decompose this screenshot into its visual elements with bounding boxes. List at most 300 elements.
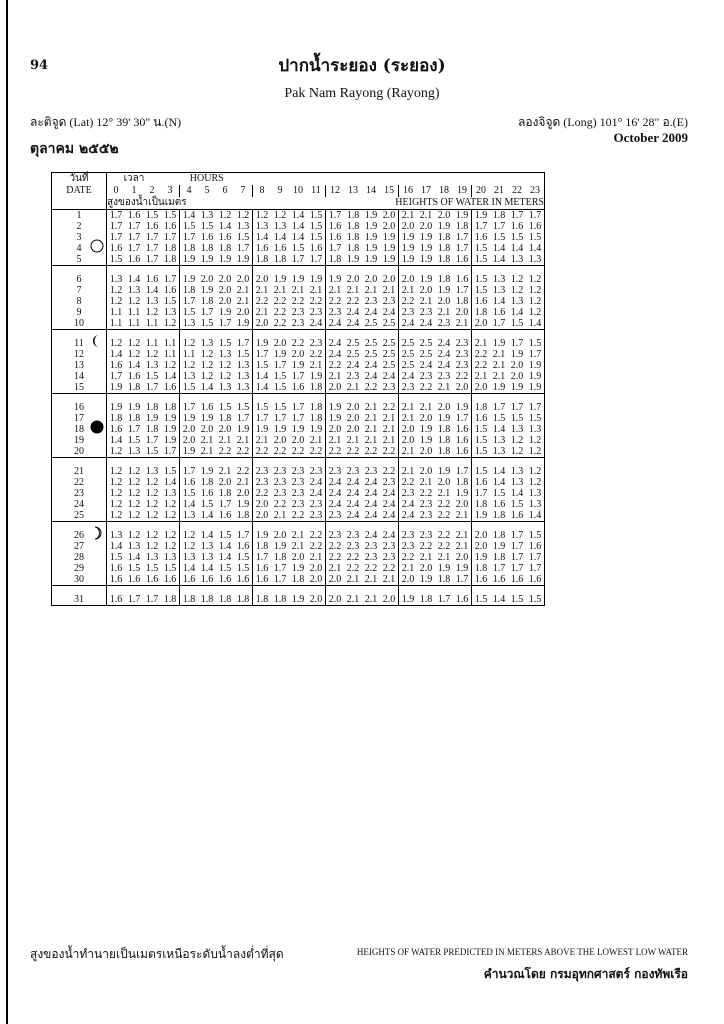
height-cell: 2.0 [346, 413, 360, 424]
spacer-cell [180, 458, 199, 467]
height-cell: 1.9 [307, 371, 326, 382]
height-cell: 1.2 [161, 510, 180, 522]
height-cell: 1.9 [200, 285, 214, 296]
day-cell [52, 499, 107, 510]
height-cell: 1.2 [526, 446, 545, 458]
height-cell: 1.8 [198, 594, 216, 606]
height-cell: 2.2 [362, 382, 380, 394]
height-cell: 1.8 [161, 402, 180, 413]
height-cell: 1.9 [161, 435, 180, 446]
height-cell: 2.1 [419, 210, 433, 221]
height-cell: 1.1 [161, 338, 180, 349]
height-cell: 1.6 [453, 435, 472, 446]
height-cell: 2.1 [218, 435, 232, 446]
spacer-cell [253, 266, 272, 275]
spacer-cell [161, 458, 180, 467]
height-cell: 1.7 [273, 360, 287, 371]
height-cell: 1.6 [255, 563, 269, 574]
height-cell: 2.2 [401, 296, 415, 307]
day-cell [52, 530, 107, 541]
height-cell: 1.3 [528, 499, 542, 510]
height-cell: 2.1 [328, 563, 342, 574]
spacer-cell [289, 394, 307, 403]
height-cell: 2.1 [364, 413, 378, 424]
tide-table-body [52, 173, 545, 606]
height-cell: 1.7 [127, 232, 141, 243]
height-cell: 2.1 [474, 338, 488, 349]
height-cell: 1.7 [271, 574, 289, 586]
height-cell: 2.4 [380, 371, 399, 382]
height-cell: 1.8 [161, 254, 180, 266]
block-spacer [52, 266, 545, 275]
height-cell: 1.3 [255, 221, 269, 232]
height-cell: 2.0 [437, 402, 451, 413]
height-cell: 1.9 [380, 254, 399, 266]
table-row [52, 574, 545, 586]
spacer-cell [271, 586, 289, 595]
height-cell: 1.5 [161, 210, 180, 222]
height-cell: 2.0 [326, 382, 345, 394]
height-cell: 1.2 [528, 477, 542, 488]
height-cell: 1.9 [474, 210, 488, 221]
spacer-cell [326, 266, 345, 275]
height-cell: 2.1 [419, 552, 433, 563]
height-cell: 2.2 [328, 541, 342, 552]
height-cell: 2.1 [401, 210, 415, 221]
spacer-cell [435, 266, 453, 275]
spacer-cell [180, 330, 199, 339]
day-cell [52, 477, 107, 488]
hour-label: 9 [277, 185, 283, 196]
spacer-cell [107, 394, 126, 403]
height-cell: 2.1 [437, 552, 451, 563]
height-cell: 2.3 [255, 477, 269, 488]
height-cell: 2.1 [328, 371, 342, 382]
height-cell: 2.2 [380, 563, 399, 574]
height-cell: 1.8 [200, 296, 214, 307]
height-cell: 1.5 [180, 382, 199, 394]
spacer-cell [307, 522, 326, 531]
height-cell: 2.2 [417, 382, 435, 394]
day-cell [52, 274, 107, 285]
height-cell: 2.1 [291, 285, 305, 296]
height-cell: 1.5 [234, 349, 253, 360]
height-cell: 2.2 [346, 296, 360, 307]
height-cell: 1.9 [437, 563, 451, 574]
height-cell: 1.7 [510, 541, 524, 552]
day-number: 22 [74, 477, 84, 488]
spacer-cell [143, 522, 161, 531]
height-cell: 1.6 [234, 574, 253, 586]
height-cell: 1.9 [182, 274, 196, 285]
height-cell: 1.2 [145, 488, 159, 499]
height-cell: 1.9 [218, 307, 232, 318]
height-cell: 2.0 [273, 435, 287, 446]
height-cell: 1.5 [234, 232, 253, 243]
spacer-cell [380, 394, 399, 403]
spacer-cell [271, 266, 289, 275]
spacer-cell [52, 394, 107, 403]
day-cell [52, 552, 107, 563]
spacer-cell [289, 522, 307, 531]
height-cell: 1.9 [216, 254, 234, 266]
height-cell: 1.8 [437, 232, 451, 243]
day-cell [52, 402, 107, 413]
height-cell: 1.8 [218, 488, 232, 499]
day-number: 12 [74, 349, 84, 360]
spacer-cell [526, 458, 545, 467]
height-cell: 2.0 [380, 594, 399, 606]
height-cell: 1.9 [182, 413, 196, 424]
height-cell: 2.3 [291, 499, 305, 510]
spacer-cell [453, 330, 472, 339]
spacer-cell [344, 266, 362, 275]
spacer-cell [508, 394, 526, 403]
height-cell: 1.2 [127, 499, 141, 510]
height-cell: 1.4 [182, 210, 196, 221]
height-cell: 1.1 [127, 307, 141, 318]
height-cell: 1.9 [198, 254, 216, 266]
height-cell: 1.9 [234, 318, 253, 330]
hour-label: 23 [530, 185, 540, 196]
height-cell: 1.2 [145, 349, 159, 360]
height-cell: 1.3 [145, 360, 159, 371]
day-cell [52, 243, 107, 254]
day-cell [52, 446, 107, 458]
spacer-cell [380, 586, 399, 595]
table-row [52, 424, 545, 435]
height-cell: 2.3 [307, 338, 326, 349]
height-cell: 2.2 [437, 499, 451, 510]
height-cell: 1.9 [307, 424, 326, 435]
height-cell: 2.4 [346, 360, 360, 371]
height-cell: 1.5 [307, 210, 326, 222]
height-cell: 1.2 [161, 541, 180, 552]
tide-table [51, 172, 545, 606]
height-cell: 2.4 [380, 530, 399, 541]
height-cell: 1.6 [492, 307, 506, 318]
spacer-cell [307, 266, 326, 275]
height-cell: 1.6 [198, 574, 216, 586]
height-cell: 1.1 [145, 338, 159, 349]
height-cell: 1.8 [346, 243, 360, 254]
spacer-cell [399, 458, 418, 467]
station-title-english: Pak Nam Rayong (Rayong) [284, 86, 440, 101]
height-cell: 2.3 [346, 541, 360, 552]
height-cell: 2.2 [307, 541, 326, 552]
height-cell: 2.0 [218, 274, 232, 285]
height-cell: 1.3 [161, 488, 180, 499]
height-cell: 1.6 [234, 541, 253, 552]
height-cell: 1.7 [510, 402, 524, 413]
height-cell: 2.1 [399, 446, 418, 458]
height-cell: 1.8 [216, 594, 234, 606]
height-cell: 1.7 [492, 402, 506, 413]
height-cell: 1.2 [127, 349, 141, 360]
table-row [52, 402, 545, 413]
height-cell: 1.5 [526, 594, 545, 606]
height-cell: 1.2 [218, 371, 232, 382]
day-cell [52, 541, 107, 552]
height-cell: 1.8 [271, 594, 289, 606]
height-cell: 1.9 [453, 402, 472, 413]
height-cell: 1.5 [143, 446, 161, 458]
height-cell: 2.3 [328, 530, 342, 541]
height-cell: 1.9 [161, 413, 180, 424]
height-cell: 1.6 [109, 424, 123, 435]
height-cell: 2.0 [291, 435, 305, 446]
height-cell: 1.3 [127, 541, 141, 552]
height-cell: 1.2 [145, 541, 159, 552]
table-row [52, 446, 545, 458]
height-cell: 2.1 [380, 413, 399, 424]
height-cell: 1.7 [234, 413, 253, 424]
height-cell: 1.7 [492, 221, 506, 232]
height-cell: 1.4 [492, 424, 506, 435]
height-cell: 2.0 [273, 530, 287, 541]
table-row [52, 413, 545, 424]
spacer-cell [143, 266, 161, 275]
height-cell: 2.3 [364, 552, 378, 563]
hour-label: 12 [330, 185, 340, 196]
height-cell: 2.1 [307, 435, 326, 446]
height-cell: 1.2 [161, 318, 180, 330]
height-cell: 2.0 [380, 210, 399, 222]
height-cell: 1.3 [182, 371, 196, 382]
spacer-cell [435, 586, 453, 595]
day-cell [52, 563, 107, 574]
spacer-cell [161, 522, 180, 531]
height-cell: 1.7 [510, 338, 524, 349]
height-cell: 2.4 [380, 510, 399, 522]
height-cell: 1.8 [218, 413, 232, 424]
hour-label: 1 [131, 185, 137, 196]
height-cell: 2.2 [307, 446, 326, 458]
height-cell: 1.8 [200, 477, 214, 488]
height-cell: 2.1 [328, 435, 342, 446]
height-cell: 1.7 [453, 232, 472, 243]
height-cell: 2.1 [218, 466, 232, 477]
height-cell: 1.7 [255, 349, 269, 360]
height-cell: 2.1 [492, 360, 506, 371]
height-cell: 1.9 [380, 232, 399, 243]
height-cell: 2.0 [453, 382, 472, 394]
height-cell: 1.2 [125, 510, 143, 522]
spacer-cell [435, 330, 453, 339]
day-number: 7 [76, 285, 82, 296]
height-cell: 1.3 [125, 446, 143, 458]
height-cell: 1.3 [510, 296, 524, 307]
table-row [52, 274, 545, 285]
height-cell: 1.5 [510, 499, 524, 510]
height-cell: 2.1 [437, 488, 451, 499]
height-cell: 1.5 [474, 424, 488, 435]
spacer-cell [453, 458, 472, 467]
height-cell: 1.8 [453, 296, 472, 307]
height-cell: 2.3 [380, 382, 399, 394]
day-cell [52, 594, 107, 606]
height-cell: 1.9 [528, 371, 542, 382]
height-cell: 2.1 [419, 296, 433, 307]
height-cell: 2.3 [399, 382, 418, 394]
height-cell: 1.2 [145, 307, 159, 318]
height-cell: 1.7 [125, 594, 143, 606]
height-cell: 1.5 [200, 499, 214, 510]
height-cell: 2.4 [380, 499, 399, 510]
height-cell: 1.4 [198, 510, 216, 522]
day-number: 1 [76, 210, 82, 221]
height-cell: 2.4 [328, 477, 342, 488]
height-cell: 1.2 [127, 466, 141, 477]
day-number: 4 [76, 243, 82, 254]
height-cell: 1.4 [127, 360, 141, 371]
height-cell: 2.2 [380, 466, 399, 477]
height-cell: 1.8 [145, 402, 159, 413]
spacer-cell [234, 522, 253, 531]
height-cell: 1.8 [253, 594, 272, 606]
height-cell: 1.7 [161, 446, 180, 458]
height-cell: 1.7 [490, 318, 508, 330]
height-cell: 1.3 [528, 488, 542, 499]
height-cell: 1.9 [437, 221, 451, 232]
height-cell: 1.2 [218, 210, 232, 221]
spacer-cell [107, 586, 126, 595]
table-row [52, 510, 545, 522]
height-cell: 1.4 [492, 477, 506, 488]
height-cell: 2.3 [291, 477, 305, 488]
spacer-cell [526, 266, 545, 275]
height-cell: 1.1 [109, 307, 123, 318]
day-number: 11 [74, 338, 84, 349]
hour-label: 8 [259, 185, 265, 196]
height-cell: 1.3 [200, 541, 214, 552]
spacer-cell [326, 586, 345, 595]
height-cell: 2.5 [380, 360, 399, 371]
height-cell: 1.7 [218, 499, 232, 510]
height-cell: 2.5 [380, 338, 399, 349]
height-cell: 2.0 [437, 296, 451, 307]
height-cell: 1.5 [218, 402, 232, 413]
height-cell: 1.6 [255, 243, 269, 254]
height-cell: 2.0 [182, 424, 196, 435]
height-cell: 2.1 [346, 435, 360, 446]
hour-label: 17 [421, 185, 431, 196]
spacer-cell [380, 522, 399, 531]
day-cell [52, 488, 107, 499]
spacer-cell [234, 394, 253, 403]
height-cell: 1.9 [145, 413, 159, 424]
height-cell: 2.1 [291, 541, 305, 552]
table-row [52, 318, 545, 330]
spacer-cell [107, 458, 126, 467]
height-cell: 1.4 [182, 563, 196, 574]
height-cell: 1.9 [437, 413, 451, 424]
height-cell: 1.5 [492, 413, 506, 424]
height-cell: 2.2 [307, 349, 326, 360]
hour-label: 15 [380, 185, 399, 197]
height-cell: 2.2 [253, 446, 272, 458]
block-spacer [52, 330, 545, 339]
height-cell: 1.6 [216, 510, 234, 522]
height-cell: 1.8 [182, 285, 196, 296]
day-number: 20 [74, 446, 84, 457]
height-cell: 1.3 [526, 254, 545, 266]
height-cell: 1.8 [437, 435, 451, 446]
hour-label: 14 [366, 185, 376, 196]
height-cell: 2.2 [273, 307, 287, 318]
height-cell: 1.9 [419, 424, 433, 435]
spacer-cell [253, 522, 272, 531]
height-cell: 2.0 [380, 221, 399, 232]
day-number: 5 [76, 254, 82, 265]
height-cell: 1.9 [291, 424, 305, 435]
height-cell: 2.2 [344, 446, 362, 458]
height-cell: 1.3 [145, 466, 159, 477]
height-cell: 1.3 [145, 296, 159, 307]
height-cell: 1.7 [234, 530, 253, 541]
height-cell: 1.2 [161, 499, 180, 510]
height-cell: 1.9 [234, 424, 253, 435]
height-cell: 1.8 [253, 254, 272, 266]
height-cell: 1.4 [273, 232, 287, 243]
day-cell [52, 574, 107, 586]
height-cell: 2.1 [200, 435, 214, 446]
height-cell: 2.2 [435, 510, 453, 522]
height-cell: 1.5 [474, 243, 488, 254]
height-cell: 1.6 [161, 574, 180, 586]
height-cell: 2.3 [307, 466, 326, 477]
month-label-english: October 2009 [613, 130, 688, 145]
height-cell: 1.8 [273, 552, 287, 563]
day-number: 9 [76, 307, 82, 318]
spacer-cell [344, 458, 362, 467]
height-cell: 1.9 [289, 594, 307, 606]
height-cell: 2.1 [255, 307, 269, 318]
height-cell: 1.4 [510, 488, 524, 499]
spacer-cell [508, 458, 526, 467]
spacer-cell [216, 330, 234, 339]
height-cell: 2.1 [474, 371, 488, 382]
height-cell: 2.3 [419, 371, 433, 382]
day-cell [52, 210, 107, 222]
height-cell: 2.3 [291, 307, 305, 318]
table-row [52, 477, 545, 488]
day-cell [52, 318, 107, 330]
height-cell: 1.6 [127, 210, 141, 221]
height-cell: 1.7 [109, 371, 123, 382]
height-cell: 2.0 [401, 435, 415, 446]
height-cell: 1.3 [109, 274, 123, 285]
spacer-cell [380, 330, 399, 339]
day-number: 8 [76, 296, 82, 307]
height-cell: 1.2 [127, 338, 141, 349]
hours-header: HOURS [189, 173, 224, 184]
height-cell: 1.3 [180, 318, 199, 330]
height-cell: 1.7 [143, 594, 161, 606]
height-cell: 1.5 [161, 563, 180, 574]
height-cell: 1.6 [107, 594, 126, 606]
height-cell: 1.8 [289, 574, 307, 586]
height-cell: 2.2 [419, 488, 433, 499]
height-cell: 1.6 [508, 574, 526, 586]
spacer-cell [271, 458, 289, 467]
spacer-cell [307, 330, 326, 339]
height-cell: 1.7 [200, 307, 214, 318]
height-cell: 1.5 [109, 552, 123, 563]
spacer-cell [362, 266, 380, 275]
spacer-cell [289, 266, 307, 275]
height-cell: 1.5 [127, 563, 141, 574]
